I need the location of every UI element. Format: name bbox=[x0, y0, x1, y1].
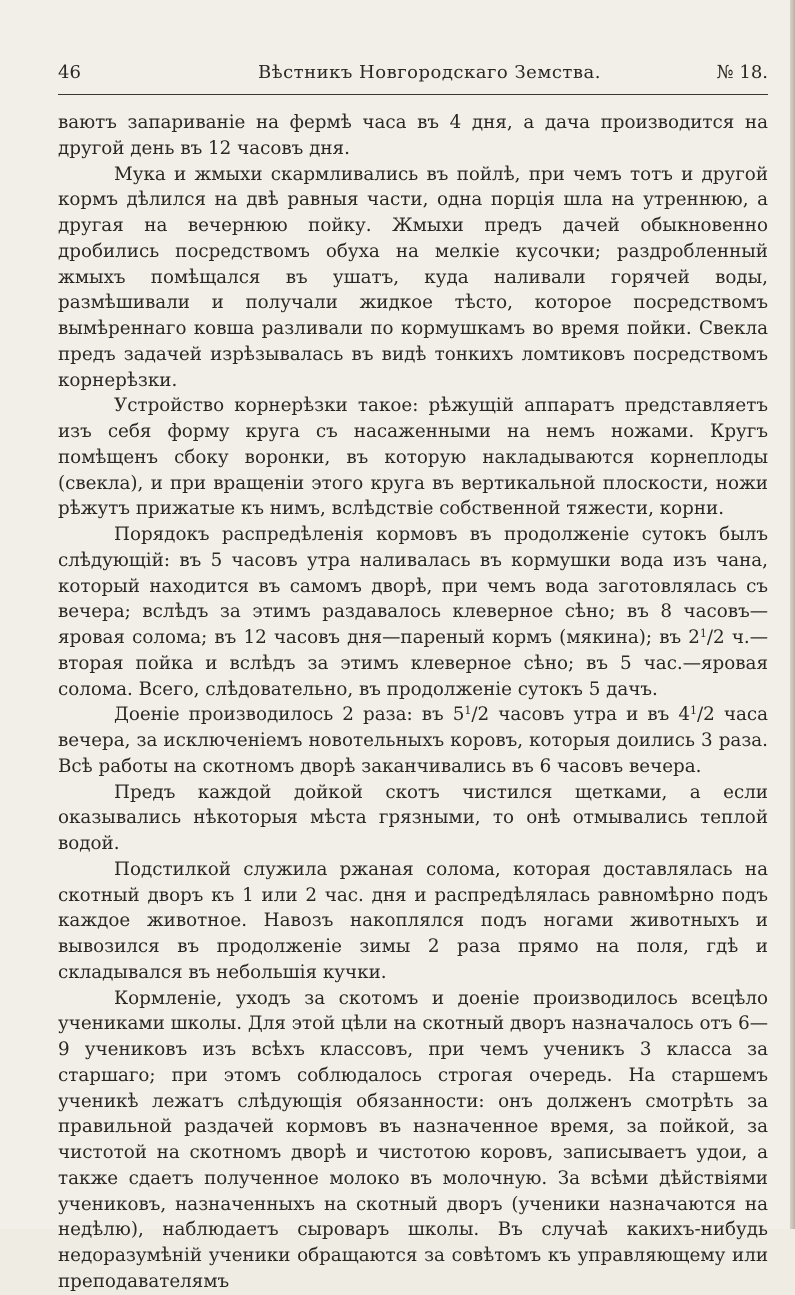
paragraph: Кормленіе, уходъ за скотомъ и доеніе производилось всецѣло учениками школы. Для этой цѣли на скотный дворъ назначалось отъ 6—9 учениковъ изъ всѣхъ классовъ, при чемъ ученикъ 3 класса за старшаго; при этомъ соблюдалось строгая очередь. На старшемъ ученикѣ лежатъ слѣдующія обязанности: онъ долженъ смотрѣть за правильной раздачей кормовъ въ назначенное время, за пойкой, за чистотой на скотномъ дворѣ и чистотою коровъ, записываетъ удои, а также сдаетъ полученное молоко въ молочную. За всѣми дѣйствіями учениковъ, назначенныхъ на скотный дворъ (ученики назначаются на недѣлю), наблюдаетъ сыроваръ школы. Въ случаѣ какихъ-нибудь недоразумѣній ученики обращаются за совѣтомъ къ управляющему или преподавателямъ bbox=[58, 987, 768, 1292]
running-title: Вѣстникъ Новгородскаго Земства. bbox=[258, 62, 601, 83]
text-run: /2 часа вечера, за исключеніемъ новотельныхъ коровъ, которыя доились 3 раза. Всѣ работы на скотномъ дворѣ заканчивались въ 6 часовъ вечера. bbox=[58, 704, 768, 777]
text-run: /2 ч.—вторая пойка и вслѣдъ за этимъ клеверное сѣно; въ 5 час.—яровая солома. Всего, слѣдовательно, въ продолженіе сутокъ 5 дачъ. bbox=[58, 627, 768, 700]
header-rule bbox=[58, 94, 768, 95]
paragraph bbox=[58, 522, 768, 702]
superscript: 1 bbox=[464, 704, 472, 718]
issue-number: № 18. bbox=[716, 62, 768, 83]
page-header bbox=[58, 60, 768, 86]
paragraph: Предъ каждой дойкой скотъ чистился щетками, а если оказывались нѣкоторыя мѣста грязными, то онѣ отмывались теплой водой. bbox=[58, 781, 768, 854]
superscript: 1 bbox=[689, 704, 697, 718]
text-run: Доеніе производилось 2 раза: въ 5 bbox=[114, 704, 465, 726]
paragraph: Подстилкой служила ржаная солома, которая доставлялась на скотный дворъ къ 1 или 2 час. дня и распредѣлялась равномѣрно подъ каждое животное. Навозъ накоплялся подъ ногами животныхъ и вывозился въ продолженіе зимы 2 раза прямо на поля, гдѣ и складывался въ небольшія кучки. bbox=[58, 858, 768, 983]
paragraph bbox=[58, 702, 768, 779]
paragraph: Мука и жмыхи скармливались въ пойлѣ, при чемъ тотъ и другой кормъ дѣлился на двѣ равныя части, одна порція шла на утреннюю, а другая на вечернюю пойку. Жмыхи предъ дачей обыкновенно дробились посредствомъ обуха на мелкіе кусочки; раздробленный жмыхъ помѣщался въ ушатъ, куда наливали горячей воды, размѣшивали и получали жидкое тѣсто, которое посредствомъ вымѣреннаго ковша разливали по кормушкамъ во время пойки. Свекла предъ задачей изрѣзывалась въ видѣ тонкихъ ломтиковъ посредствомъ корнерѣзки. bbox=[58, 163, 768, 391]
superscript: 1 bbox=[699, 627, 707, 640]
text-run: Порядокъ распредѣленія кормовъ въ продолженіе сутокъ былъ слѣдующій: въ 5 часовъ утра наливалась въ кормушки вода изъ чана, который находится въ самомъ дворѣ, при чемъ вода заготовлялась съ вечера; вслѣдъ за этимъ раздавалось клеверное сѣно; въ 8 часовъ—яровая солома; въ 12 часовъ дня—пареный кормъ (мякина); въ 2 bbox=[58, 524, 768, 648]
paragraph: Устройство корнерѣзки такое: рѣжущій аппаратъ представляетъ изъ себя форму круга съ насаженными на немъ ножами. Кругъ помѣщенъ сбоку воронки, въ которую накладываются корнеплоды (свекла), и при вращеніи этого круга въ вертикальной плоскости, ножи рѣжутъ прижатые къ нимъ, вслѣдствіе собственной тяжести, корни. bbox=[58, 395, 768, 520]
paragraph: ваютъ запариваніе на фермѣ часа въ 4 дня, а дача производится на другой день въ 12 часовъ дня. bbox=[58, 112, 768, 159]
text-run: /2 часовъ утра и въ 4 bbox=[471, 704, 690, 726]
body-text bbox=[58, 110, 768, 1295]
page-number: 46 bbox=[58, 62, 81, 83]
